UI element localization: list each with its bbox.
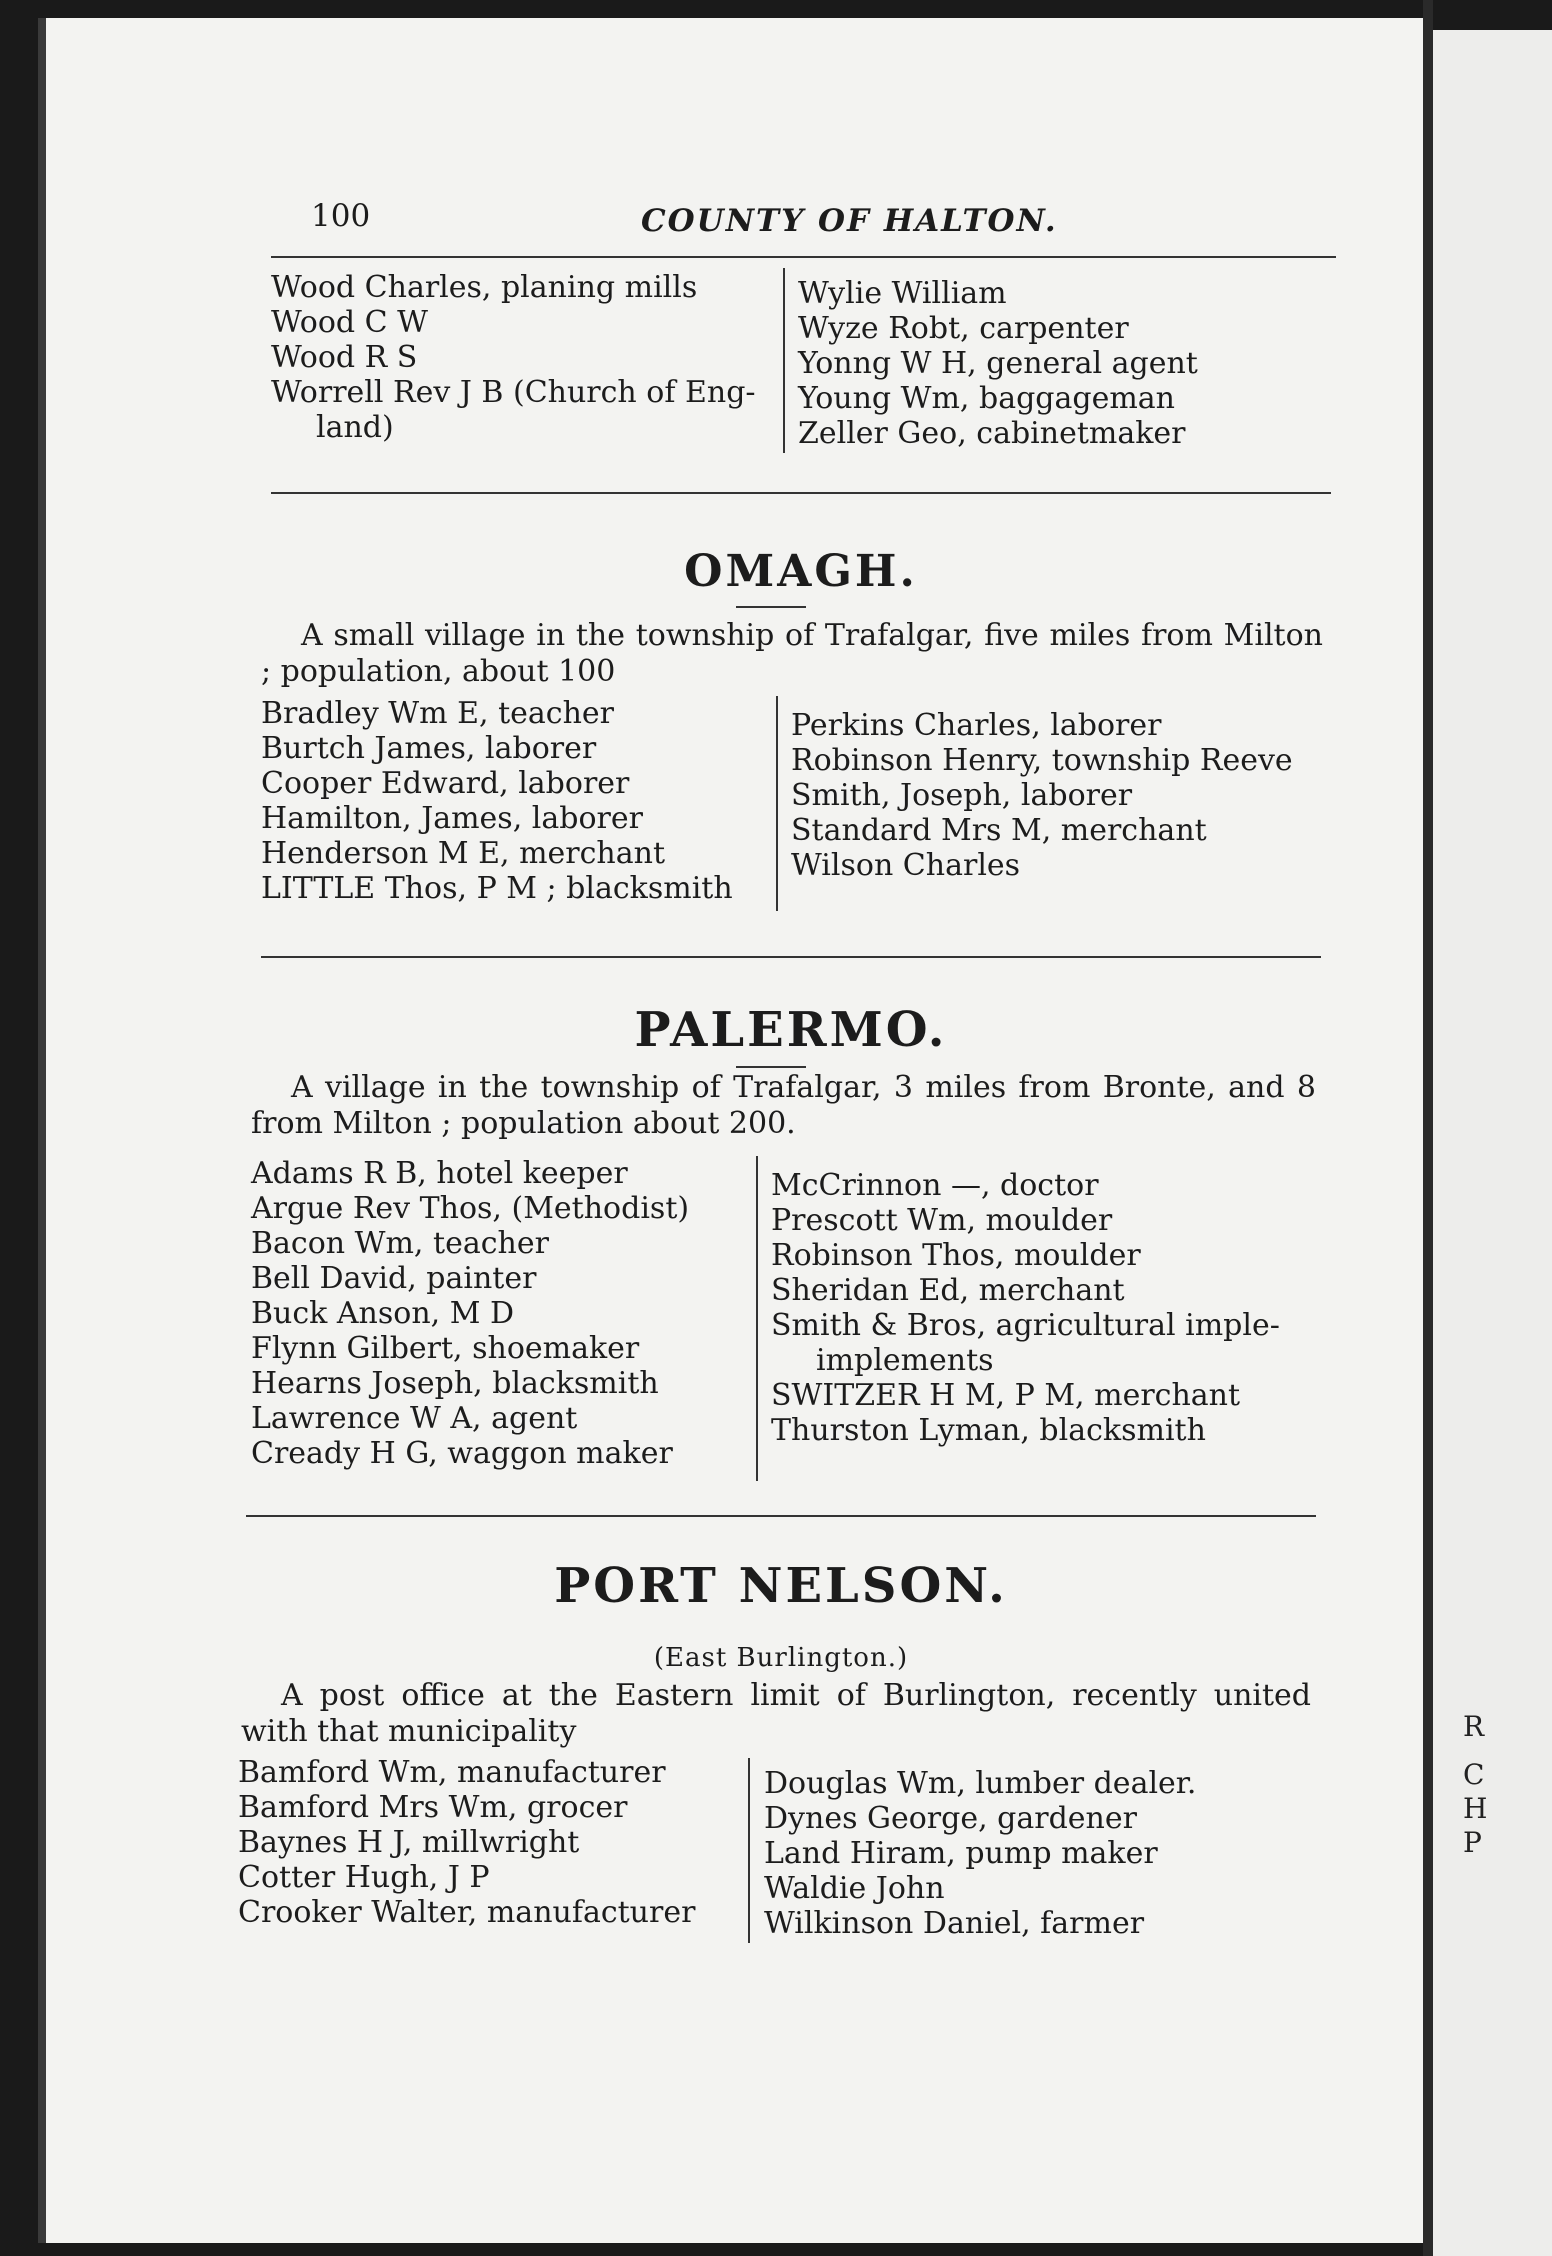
- port-nelson-left-column: [238, 1755, 763, 1930]
- list-item: Bamford Wm, manufacturer: [238, 1755, 666, 1790]
- title-underline: [736, 606, 806, 608]
- list-item: Baynes H J, millwright: [238, 1825, 580, 1860]
- list-item: Wylie William: [798, 276, 1007, 311]
- section-rule: [246, 1515, 1316, 1517]
- list-item: Bradley Wm E, teacher: [261, 696, 615, 731]
- list-item: Zeller Geo, cabinetmaker: [798, 416, 1186, 451]
- list-item: Sheridan Ed, merchant: [771, 1273, 1125, 1308]
- list-item: Hearns Joseph, blacksmith: [251, 1366, 659, 1401]
- running-head: COUNTY OF HALTON.: [641, 203, 1058, 239]
- palermo-left-column: [251, 1156, 781, 1471]
- list-item: LITTLE Thos, P M ; blacksmith: [261, 871, 733, 906]
- list-item: Wilson Charles: [791, 848, 1021, 883]
- list-item: land): [316, 410, 394, 445]
- list-item: implements: [816, 1343, 994, 1378]
- list-item: Buck Anson, M D: [251, 1296, 515, 1331]
- list-item: Smith, Joseph, laborer: [791, 778, 1133, 813]
- continued-left-column: [271, 270, 806, 445]
- list-item: Robinson Henry, township Reeve: [791, 743, 1293, 778]
- list-item: Smith & Bros, agricultural imple-: [771, 1308, 1280, 1343]
- list-item: Waldie John: [764, 1871, 945, 1906]
- list-item: Flynn Gilbert, shoemaker: [251, 1331, 640, 1366]
- continued-right-column: [798, 276, 1318, 451]
- list-item: Hamilton, James, laborer: [261, 801, 643, 836]
- list-item: McCrinnon —, doctor: [771, 1168, 1099, 1203]
- omagh-left-column: [261, 696, 796, 906]
- header-rule: [271, 256, 1336, 258]
- list-item: Robinson Thos, moulder: [771, 1238, 1141, 1273]
- column-divider: [756, 1156, 758, 1481]
- column-divider: [783, 268, 785, 453]
- page-header: [311, 198, 1336, 278]
- list-item: Thurston Lyman, blacksmith: [771, 1413, 1206, 1448]
- list-item: Cooper Edward, laborer: [261, 766, 630, 801]
- title-underline: [736, 1066, 806, 1068]
- column-divider: [748, 1758, 750, 1943]
- list-item: Wyze Robt, carpenter: [798, 311, 1129, 346]
- list-item: Argue Rev Thos, (Methodist): [251, 1191, 690, 1226]
- list-item: Wood R S: [271, 340, 418, 375]
- section-rule: [271, 492, 1331, 494]
- list-item: Henderson M E, merchant: [261, 836, 666, 871]
- port-nelson-right-column: [764, 1766, 1319, 1941]
- omagh-title: OMAGH.: [684, 546, 918, 597]
- section-rule: [261, 956, 1321, 958]
- list-item: Young Wm, baggageman: [798, 381, 1175, 416]
- list-item: Burtch James, laborer: [261, 731, 597, 766]
- list-item: Bamford Mrs Wm, grocer: [238, 1790, 628, 1825]
- facing-page-edge: [1433, 30, 1552, 2256]
- list-item: SWITZER H M, P M, merchant: [771, 1378, 1241, 1413]
- facing-page-letter: H: [1463, 1792, 1488, 1825]
- list-item: Bell David, painter: [251, 1261, 537, 1296]
- book-page: [38, 18, 1431, 2243]
- list-item: Cready H G, waggon maker: [251, 1436, 673, 1471]
- palermo-intro: A village in the township of Trafalgar, 3 miles from Bronte, and 8 from Milton ; population about 200.: [251, 1070, 1316, 1141]
- omagh-intro: A small village in the township of Trafalgar, five miles from Milton ; population, about 100: [261, 618, 1323, 689]
- facing-page-letter: R: [1463, 1710, 1485, 1743]
- facing-page-letter: P: [1463, 1826, 1482, 1859]
- list-item: Prescott Wm, moulder: [771, 1203, 1113, 1238]
- list-item: Standard Mrs M, merchant: [791, 813, 1207, 848]
- list-item: Cotter Hugh, J P: [238, 1860, 490, 1895]
- list-item: Yonng W H, general agent: [798, 346, 1198, 381]
- list-item: Lawrence W A, agent: [251, 1401, 578, 1436]
- column-divider: [776, 696, 778, 911]
- list-item: Wilkinson Daniel, farmer: [764, 1906, 1145, 1941]
- list-item: Bacon Wm, teacher: [251, 1226, 549, 1261]
- port-nelson-title: PORT NELSON.: [554, 1558, 1008, 1614]
- book-gutter: [1423, 0, 1433, 2256]
- page-number: 100: [311, 198, 371, 234]
- list-item: Worrell Rev J B (Church of Eng-: [271, 375, 756, 410]
- list-item: Perkins Charles, laborer: [791, 708, 1162, 743]
- list-item: Land Hiram, pump maker: [764, 1836, 1158, 1871]
- palermo-right-column: [771, 1168, 1326, 1448]
- list-item: Wood C W: [271, 305, 428, 340]
- palermo-title: PALERMO.: [634, 1002, 948, 1058]
- port-nelson-subtitle: (East Burlington.): [653, 1643, 909, 1673]
- facing-page-letter: C: [1463, 1758, 1485, 1791]
- list-item: Wood Charles, planing mills: [271, 270, 698, 305]
- list-item: Adams R B, hotel keeper: [251, 1156, 628, 1191]
- list-item: Douglas Wm, lumber dealer.: [764, 1766, 1197, 1801]
- list-item: Crooker Walter, manufacturer: [238, 1895, 696, 1930]
- omagh-right-column: [791, 708, 1331, 883]
- list-item: Dynes George, gardener: [764, 1801, 1137, 1836]
- port-nelson-intro: A post office at the Eastern limit of Burlington, recently united with that municipality: [241, 1678, 1311, 1749]
